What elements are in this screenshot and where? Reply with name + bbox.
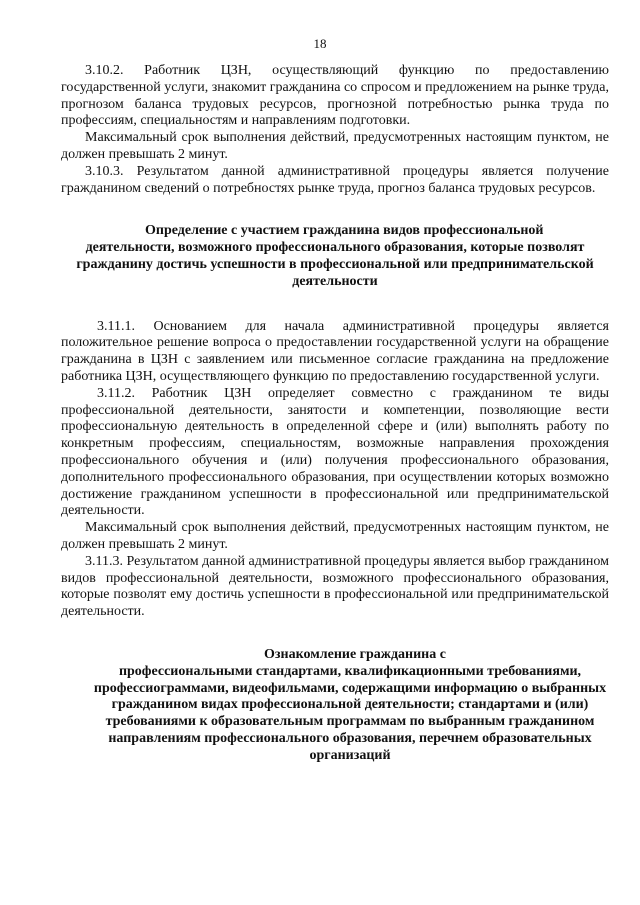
section-heading-3-11-line2: деятельности, возможного профессионального образования, которые позволят гражданину достичь успешности в профессиональной или предпринимательской деятельности [76, 240, 594, 289]
paragraph-3-11-2: 3.11.2. Работник ЦЗН определяет совместно с гражданином те виды профессиональной деятельности, занятости и компетенции, позволяющие вести профессиональную деятельность в определенной сфере и (или) выполнять работу по конкретным профессиям, специальностям, возможные направления прохождения профессионального обучения и (или) получения профессионального образования, дополнительного профессионального образования, при осуществлении которых возможно достижение гражданином успешности в профессиональной или предпринимательской деятельности. [61, 385, 609, 519]
page-number: 18 [313, 36, 327, 51]
section-heading-3-11 [61, 223, 609, 290]
section-heading-3-12-line1: Ознакомление гражданина с [264, 646, 446, 662]
paragraph-max-time-3-11: Максимальный срок выполнения действий, предусмотренных настоящим пунктом, не должен превышать 2 минут. [61, 520, 609, 552]
paragraph-max-time-3-10: Максимальный срок выполнения действий, предусмотренных настоящим пунктом, не должен превышать 2 минут. [61, 130, 609, 162]
paragraph-3-10-3: 3.10.3. Результатом данной административной процедуры является получение гражданином сведений о потребностях рынке труда, прогноз баланса трудовых ресурсов. [61, 163, 609, 196]
section-heading-3-12 [61, 647, 609, 765]
document-body [61, 63, 609, 764]
paragraph-3-11-1: 3.11.1. Основанием для начала административной процедуры является положительное решение вопроса о предоставлении государственной услуги на обращение гражданина в ЦЗН с заявлением или письменное согласие гражданина на предложение работника ЦЗН, осуществляющего функцию по предоставлению государственной услуги. [61, 318, 609, 384]
paragraph-3-11-3: 3.11.3. Результатом данной административной процедуры является выбор гражданином видов профессиональной деятельности, возможного профессионального образования, которые позволят ему достичь успешности в профессиональной или предпринимательской деятельности. [61, 553, 609, 620]
section-heading-3-12-line2: профессиональными стандартами, квалификационными требованиями, профессиограммами, видеофильмами, содержащими информацию о выбранных гражданином видах профессиональной деятельности; стандартами и (или) требованиями к образовательным программам по выбранным гражданином направлениям профессионального образования, перечнем образовательных организаций [93, 663, 607, 763]
paragraph-3-10-2: 3.10.2. Работник ЦЗН, осуществляющий функцию по предоставлению государственной услуги, знакомит гражданина со спросом и предложением на рынке труда, прогнозом баланса трудовых ресурсов, прогнозной потребностью рынка труда по профессиям, специальностям и направлениям подготовки. [61, 63, 609, 129]
section-heading-3-11-line1: Определение с участием гражданина видов профессиональной [145, 223, 544, 239]
